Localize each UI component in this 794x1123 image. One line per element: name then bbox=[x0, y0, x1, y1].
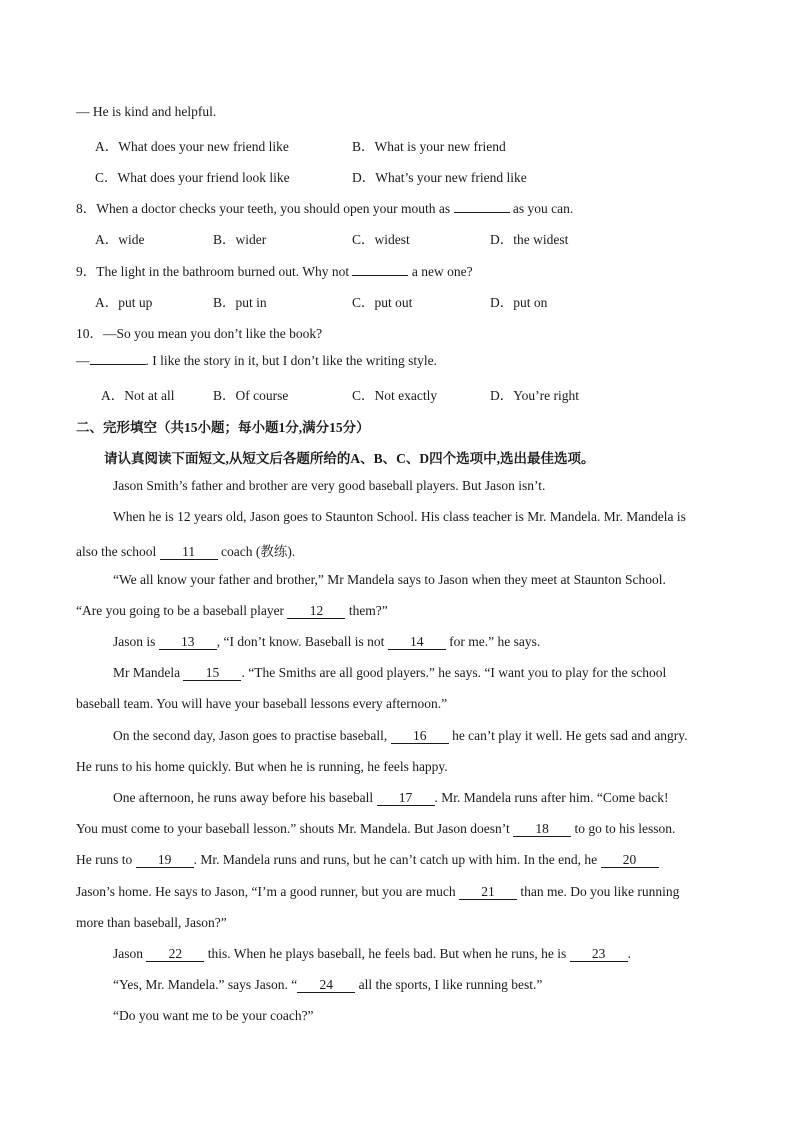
passage-paragraph-6-line-1 bbox=[113, 728, 688, 744]
text-segment: than me. Do you like running bbox=[520, 884, 680, 899]
q9-option-c: C．put out bbox=[352, 295, 413, 310]
q9-option-a: A．put up bbox=[95, 295, 153, 310]
text-segment: he can’t play it well. He gets sad and angry. bbox=[452, 728, 688, 743]
q8-stem-after: as you can. bbox=[512, 201, 574, 216]
text-segment: You must come to your baseball lesson.” shouts Mr. Mandela. But Jason doesn’t bbox=[76, 821, 510, 836]
q7-option-c: C．What does your friend look like bbox=[95, 170, 290, 185]
passage-paragraph-7-line-5: more than baseball, Jason?” bbox=[76, 915, 227, 930]
passage-paragraph-3-line-1: “We all know your father and brother,” Mr Mandela says to Jason when they meet at Staunton School. bbox=[113, 572, 666, 587]
q7-option-b: B．What is your new friend bbox=[352, 139, 506, 154]
blank-19: 19 bbox=[136, 852, 194, 868]
passage-paragraph-2-line-1: When he is 12 years old, Jason goes to Staunton School. His class teacher is Mr. Mandela. Mr. Mandela is bbox=[113, 509, 686, 524]
text-segment: Jason is bbox=[113, 634, 156, 649]
q9-option-d: D．put on bbox=[490, 295, 548, 310]
passage-paragraph-5-line-2: baseball team. You will have your baseball lessons every afternoon.” bbox=[76, 696, 448, 711]
passage-paragraph-5-line-1 bbox=[113, 665, 666, 681]
q10-option-d: D．You’re right bbox=[490, 388, 580, 403]
blank-22: 22 bbox=[146, 946, 204, 962]
q7-option-a: A．What does your new friend like bbox=[95, 139, 289, 154]
blank-24: 24 bbox=[297, 977, 355, 993]
q9-stem-after: a new one? bbox=[411, 264, 473, 279]
q8-option-b: B．wider bbox=[213, 232, 267, 247]
q8-stem-before: 8．When a doctor checks your teeth, you should open your mouth as bbox=[76, 201, 451, 216]
q7-option-d: D．What’s your new friend like bbox=[352, 170, 527, 185]
q9-option-b: B．put in bbox=[213, 295, 267, 310]
text-segment: for me.” he says. bbox=[449, 634, 541, 649]
text-segment: One afternoon, he runs away before his baseball bbox=[113, 790, 374, 805]
passage-paragraph-2-line-2 bbox=[76, 540, 295, 560]
q10-reply-prefix: — bbox=[76, 353, 90, 368]
text-segment: , “I don’t know. Baseball is not bbox=[216, 634, 385, 649]
blank-12: 12 bbox=[287, 603, 345, 619]
passage-paragraph-7-line-1 bbox=[113, 790, 668, 806]
blank-18: 18 bbox=[513, 821, 571, 837]
passage-paragraph-7-line-2 bbox=[76, 821, 675, 837]
section-instruction: 请认真阅读下面短文,从短文后各题所给的A、B、C、D四个选项中,选出最佳选项。 bbox=[104, 451, 595, 466]
text-segment: Mr Mandela bbox=[113, 665, 181, 680]
text-segment: all the sports, I like running best.” bbox=[358, 977, 543, 992]
passage-paragraph-7-line-4 bbox=[76, 884, 679, 900]
q9-stem-before: 9．The light in the bathroom burned out. Why not bbox=[76, 264, 350, 279]
passage-paragraph-9 bbox=[113, 977, 542, 993]
text-segment: Jason’s home. He says to Jason, “I’m a good runner, but you are much bbox=[76, 884, 456, 899]
blank-20: 20 bbox=[601, 852, 659, 868]
text-segment: this. When he plays baseball, he feels bad. But when he runs, he is bbox=[207, 946, 567, 961]
passage-paragraph-7-line-3 bbox=[76, 852, 659, 868]
text-segment: . Mr. Mandela runs after him. “Come back! bbox=[434, 790, 669, 805]
passage-paragraph-6-line-2: He runs to his home quickly. But when he is running, he feels happy. bbox=[76, 759, 448, 774]
q9-blank bbox=[352, 275, 408, 276]
q10-blank bbox=[90, 364, 146, 365]
passage-paragraph-3-line-2 bbox=[76, 603, 388, 619]
blank-17: 17 bbox=[377, 790, 435, 806]
q10-option-c: C．Not exactly bbox=[352, 388, 438, 403]
passage-paragraph-8 bbox=[113, 946, 631, 962]
text-segment: Jason bbox=[113, 946, 143, 961]
text-segment: . bbox=[627, 946, 632, 961]
q10-option-a: A．Not at all bbox=[101, 388, 175, 403]
blank-14: 14 bbox=[388, 634, 446, 650]
q9-stem bbox=[76, 260, 473, 280]
text-segment: them?” bbox=[348, 603, 388, 618]
passage-paragraph-1: Jason Smith’s father and brother are very good baseball players. But Jason isn’t. bbox=[113, 478, 546, 493]
q10-stem: 10．—So you mean you don’t like the book? bbox=[76, 326, 323, 341]
text-segment: . “The Smiths are all good players.” he says. “I want you to play for the school bbox=[241, 665, 667, 680]
text-segment: “Are you going to be a baseball player bbox=[76, 603, 285, 618]
passage-paragraph-10: “Do you want me to be your coach?” bbox=[113, 1008, 314, 1023]
q8-stem bbox=[76, 197, 573, 217]
q8-blank bbox=[454, 212, 510, 213]
passage-paragraph-4 bbox=[113, 634, 540, 650]
section-heading: 二、完形填空（共15小题；每小题1分,满分15分） bbox=[76, 420, 370, 435]
blank-16: 16 bbox=[391, 728, 449, 744]
text-segment: . Mr. Mandela runs and runs, but he can’t catch up with him. In the end, he bbox=[193, 852, 598, 867]
blank-23: 23 bbox=[570, 946, 628, 962]
text-segment: “Yes, Mr. Mandela.” says Jason. “ bbox=[113, 977, 298, 992]
q8-option-a: A．wide bbox=[95, 232, 145, 247]
text-segment: He runs to bbox=[76, 852, 133, 867]
blank-15: 15 bbox=[183, 665, 241, 681]
text-segment: to go to his lesson. bbox=[574, 821, 676, 836]
q7-answer-line: — He is kind and helpful. bbox=[76, 104, 217, 119]
blank-13: 13 bbox=[159, 634, 217, 650]
text-segment: coach (教练). bbox=[221, 544, 296, 559]
blank-21: 21 bbox=[459, 884, 517, 900]
q8-option-d: D．the widest bbox=[490, 232, 569, 247]
q8-option-c: C．widest bbox=[352, 232, 410, 247]
text-segment: also the school bbox=[76, 544, 157, 559]
q10-reply bbox=[76, 353, 437, 369]
q10-reply-after: . I like the story in it, but I don’t like the writing style. bbox=[145, 353, 437, 368]
text-segment: On the second day, Jason goes to practise baseball, bbox=[113, 728, 388, 743]
blank-11: 11 bbox=[160, 544, 218, 560]
q10-option-b: B．Of course bbox=[213, 388, 289, 403]
